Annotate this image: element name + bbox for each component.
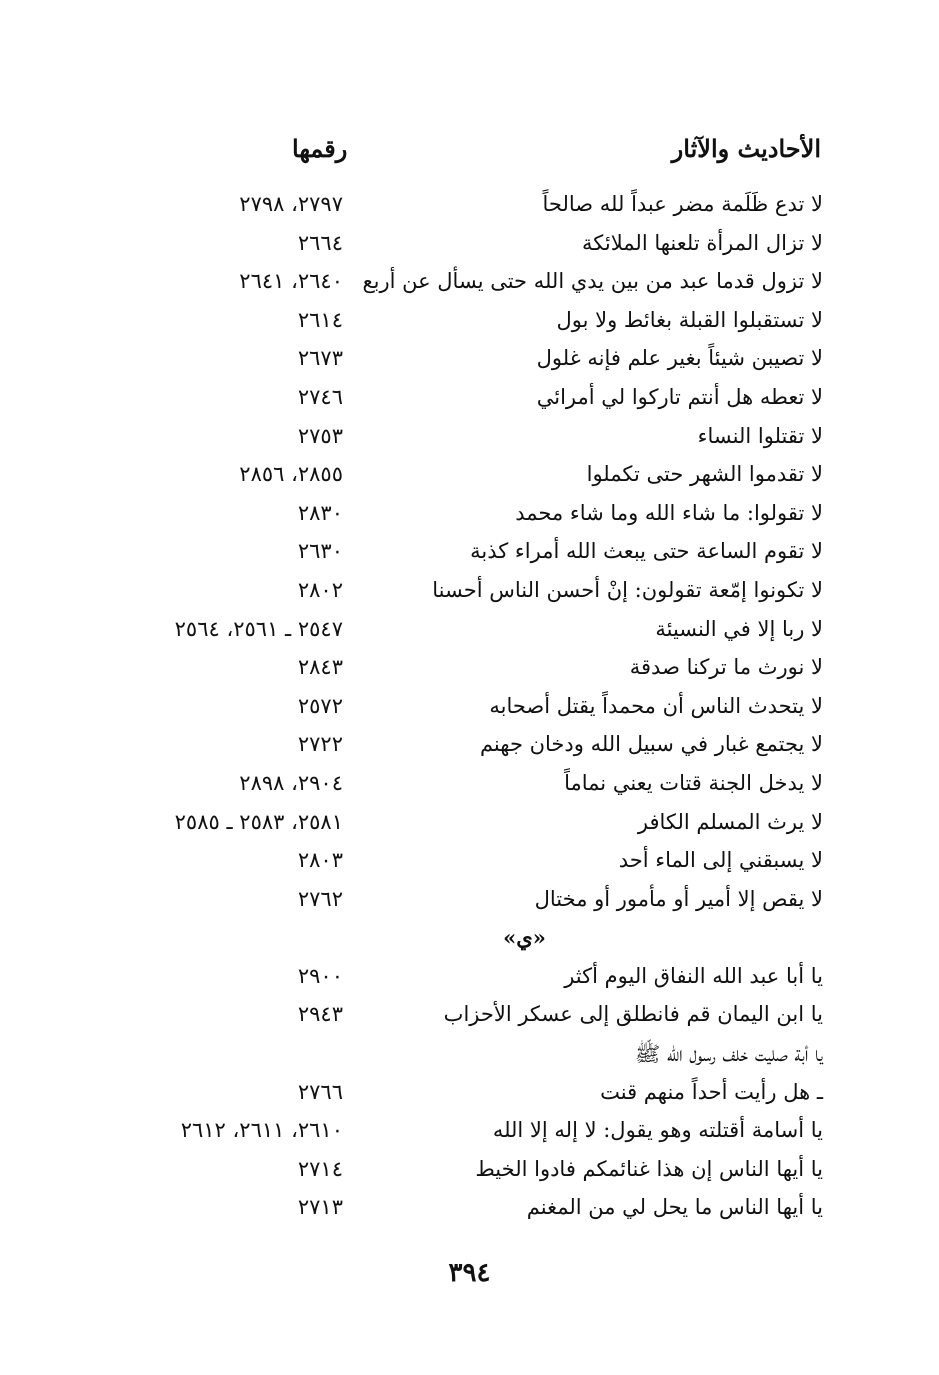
hadith-text: لا تقوم الساعة حتى يبعث الله أمراء كذبة bbox=[470, 539, 823, 564]
hadith-text: لا تزال المرأة تلعنها الملائكة bbox=[582, 230, 823, 255]
hadith-text: لا يدخل الجنة قتات يعني نماماً bbox=[564, 770, 823, 795]
hadith-text: لا يتحدث الناس أن محمداً يقتل أصحابه bbox=[489, 693, 823, 718]
hadith-text: لا تقولوا: ما شاء الله وما شاء محمد bbox=[515, 500, 823, 525]
hadith-numbers: ٢٨٥٥، ٢٨٥٦ bbox=[239, 462, 343, 487]
hadith-text: لا تقتلوا النساء bbox=[697, 423, 823, 448]
hadith-text: «ي» bbox=[503, 925, 546, 951]
list-item bbox=[0, 535, 939, 574]
hadith-text: لا تقدموا الشهر حتى تكملوا bbox=[586, 462, 823, 487]
column-title-numbers: رقمها bbox=[292, 134, 348, 163]
list-item bbox=[0, 1076, 939, 1115]
list-item bbox=[0, 227, 939, 266]
list-item bbox=[0, 420, 939, 459]
list-item bbox=[0, 1037, 939, 1076]
hadith-numbers: ٢٦٤٠، ٢٦٤١ bbox=[239, 269, 343, 294]
hadith-text: لا تصيبن شيئاً بغير علم فإنه غلول bbox=[536, 346, 823, 371]
hadith-numbers: ٢٧٥٣ bbox=[297, 423, 343, 448]
list-item bbox=[0, 844, 939, 883]
hadith-numbers: ٢٨٠٣ bbox=[297, 848, 343, 873]
hadith-numbers: ٢٧١٤ bbox=[297, 1156, 343, 1181]
hadith-numbers: ٢٦١٠، ٢٦١١، ٢٦١٢ bbox=[180, 1118, 343, 1143]
hadith-text: لا نورث ما تركنا صدقة bbox=[629, 655, 823, 680]
list-item bbox=[0, 883, 939, 922]
hadith-text: يا أسامة أقتلته وهو يقول: لا إله إلا الله bbox=[492, 1118, 823, 1143]
list-item bbox=[0, 574, 939, 613]
list-item bbox=[0, 304, 939, 343]
list-item bbox=[0, 188, 939, 227]
list-item bbox=[0, 690, 939, 729]
list-item bbox=[0, 998, 939, 1037]
table-header bbox=[0, 134, 939, 174]
hadith-text: لا تعطه هل أنتم تاركوا لي أمرائي bbox=[536, 384, 823, 409]
list-item bbox=[0, 728, 939, 767]
list-item bbox=[0, 265, 939, 304]
hadith-numbers: ٢٧٦٦ bbox=[297, 1079, 343, 1104]
hadith-numbers: ٢٧٦٢ bbox=[297, 886, 343, 911]
hadith-text: يا أيها الناس ما يحل لي من المغنم bbox=[526, 1195, 823, 1220]
list-item bbox=[0, 1114, 939, 1153]
hadith-numbers: ٢٨٤٣ bbox=[297, 655, 343, 680]
list-item bbox=[0, 458, 939, 497]
hadith-text: لا تدع ظَلَمة مضر عبداً لله صالحاً bbox=[542, 192, 823, 216]
list-item bbox=[0, 960, 939, 999]
page-number: ٣٩٤ bbox=[448, 1258, 491, 1288]
column-title-hadiths: الأحاديث والآثار bbox=[671, 134, 821, 163]
hadith-text: لا تستقبلوا القبلة بغائط ولا بول bbox=[556, 307, 823, 332]
hadith-numbers: ٢٧٩٧، ٢٧٩٨ bbox=[239, 192, 343, 216]
hadith-text: يا ابن اليمان قم فانطلق إلى عسكر الأحزاب bbox=[443, 1002, 823, 1027]
hadith-text: يا أبة صليت خلف رسول الله ﷺ bbox=[634, 1042, 823, 1067]
hadith-text: لا تكونوا إمّعة تقولون: إنْ أحسن الناس أحسنا bbox=[432, 577, 823, 602]
list-item bbox=[0, 1153, 939, 1192]
hadith-text: يا أبا عبد الله النفاق اليوم أكثر bbox=[564, 963, 823, 988]
hadith-numbers: ٢٥٤٧ ـ ٢٥٦١، ٢٥٦٤ bbox=[174, 616, 343, 641]
hadith-numbers: ٢٧٤٦ bbox=[297, 384, 343, 409]
hadith-text: يا أيها الناس إن هذا غنائمكم فادوا الخيط bbox=[475, 1156, 823, 1181]
list-item bbox=[0, 767, 939, 806]
hadith-numbers: ٢٩٤٣ bbox=[297, 1002, 343, 1027]
hadith-numbers: ٢٨٠٢ bbox=[297, 577, 343, 602]
list-item bbox=[0, 342, 939, 381]
hadith-text: لا يقص إلا أمير أو مأمور أو مختال bbox=[534, 886, 823, 911]
hadith-text: لا ربا إلا في النسيئة bbox=[655, 616, 823, 641]
list-item bbox=[0, 381, 939, 420]
list-item bbox=[0, 651, 939, 690]
list-item bbox=[0, 497, 939, 536]
section-heading bbox=[0, 921, 939, 960]
hadith-numbers: ٢٩٠٠ bbox=[297, 963, 343, 988]
hadith-text: لا يرث المسلم الكافر bbox=[637, 809, 823, 834]
hadith-numbers: ٢٦٧٣ bbox=[297, 346, 343, 371]
hadith-numbers: ٢٧١٣ bbox=[297, 1195, 343, 1220]
hadith-numbers: ٢٩٠٤، ٢٨٩٨ bbox=[239, 770, 343, 795]
list-item bbox=[0, 1191, 939, 1230]
hadith-text: ـ هل رأيت أحداً منهم قنت bbox=[600, 1079, 823, 1104]
hadith-text: لا يسبقني إلى الماء أحد bbox=[618, 848, 823, 873]
hadith-numbers: ٢٥٧٢ bbox=[297, 693, 343, 718]
hadith-numbers: ٢٧٢٢ bbox=[297, 732, 343, 757]
hadith-index-list bbox=[0, 188, 939, 1230]
list-item bbox=[0, 806, 939, 845]
hadith-numbers: ٢٦٣٠ bbox=[297, 539, 343, 564]
hadith-numbers: ٢٦٦٤ bbox=[297, 230, 343, 255]
hadith-text: لا يجتمع غبار في سبيل الله ودخان جهنم bbox=[479, 732, 823, 757]
hadith-numbers: ٢٥٨١، ٢٥٨٣ ـ ٢٥٨٥ bbox=[174, 809, 343, 834]
list-item bbox=[0, 613, 939, 652]
hadith-numbers: ٢٨٣٠ bbox=[297, 500, 343, 525]
hadith-text: لا تزول قدما عبد من بين يدي الله حتى يسأل عن أربع bbox=[362, 269, 823, 294]
hadith-numbers: ٢٦١٤ bbox=[297, 307, 343, 332]
